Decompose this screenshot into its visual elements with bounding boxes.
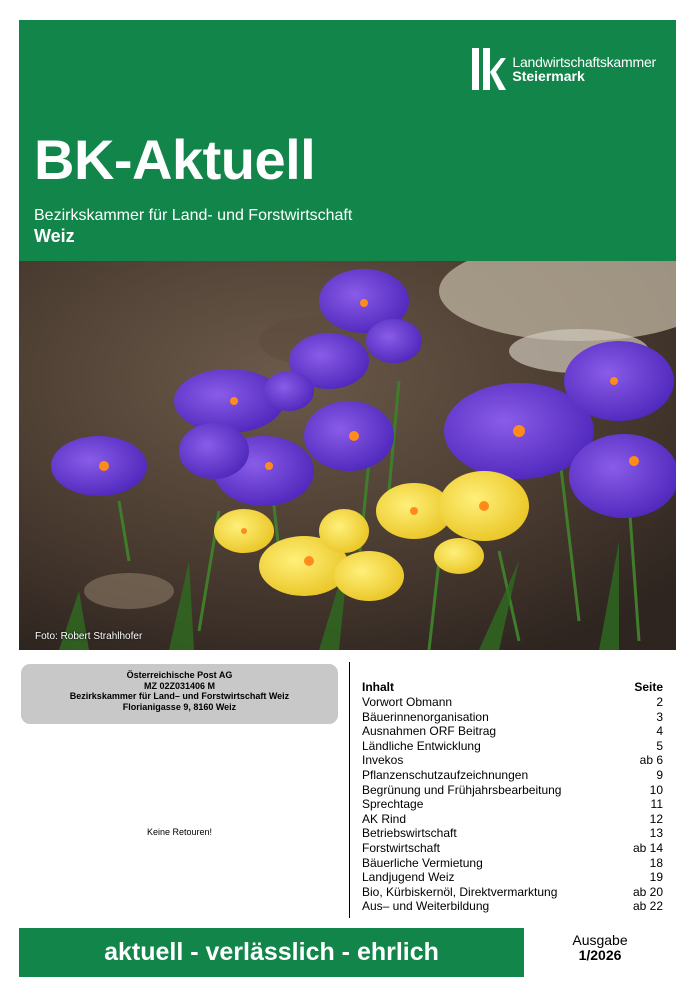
toc-entry-title: Aus– und Weiterbildung [362,899,490,914]
cover-photo [19,261,676,650]
toc-entry-page: 11 [650,797,663,812]
toc-entry-title: Begrünung und Frühjahrsbearbeitung [362,782,562,797]
toc-entry-title: Bäuerinnenorganisation [362,709,489,724]
toc-entry-page: 19 [649,870,663,885]
toc-entry-page: 9 [656,767,663,782]
toc-entry [362,724,663,739]
table-of-contents [362,680,663,914]
toc-entry [362,783,663,798]
toc-entry [362,899,663,914]
toc-list [362,695,663,914]
toc-entry-page: 18 [649,855,663,870]
toc-entry-title: Betriebswirtschaft [362,826,457,841]
toc-entry-page: ab 6 [639,753,663,768]
toc-entry-page: 2 [656,695,663,709]
lk-logo [470,48,656,90]
address-line: Bezirkskammer für Land– und Forstwirtschaft Weiz [69,691,290,701]
toc-entry-page: 3 [656,709,663,724]
toc-entry-title: Vorwort Obmann [362,695,453,709]
toc-entry [362,856,663,871]
logo-line-2: Steiermark [512,68,585,84]
toc-entry-page: 5 [656,738,663,753]
vertical-divider [349,662,350,918]
photo-credit: Foto: Robert Strahlhofer [35,631,143,642]
no-return-note: Keine Retouren! [146,827,213,837]
toc-entry [362,753,663,768]
toc-heading: Inhalt [362,680,394,694]
toc-entry-title: AK Rind [362,811,407,826]
toc-entry-title: Forstwirtschaft [362,840,441,855]
toc-entry [362,812,663,827]
toc-entry-page: 12 [649,811,663,826]
toc-entry [362,870,663,885]
toc-entry-page: 10 [649,782,663,797]
toc-entry [362,695,663,710]
lk-logo-text [512,55,656,83]
edition-value: 1/2026 [578,947,622,963]
toc-entry [362,710,663,725]
toc-entry-title: Pflanzenschutzaufzeichnungen [362,767,529,782]
cover-header [19,20,676,261]
toc-entry [362,739,663,754]
toc-entry-title: Bäuerliche Vermietung [362,855,483,870]
toc-header [362,680,663,695]
toc-entry-page: 4 [656,724,663,739]
address-line: Florianigasse 9, 8160 Weiz [122,701,237,712]
toc-entry-page: 13 [649,826,663,841]
edition-label: Ausgabe [572,932,628,948]
toc-entry-title: Bio, Kürbiskernöl, Direktvermarktung [362,884,558,899]
slogan-banner: aktuell - verlässlich - ehrlich [19,928,524,977]
toc-entry-title: Sprechtage [362,797,424,812]
publication-title: BK-Aktuell [34,128,316,191]
toc-entry [362,768,663,783]
toc-entry-title: Invekos [362,753,404,768]
toc-entry [362,826,663,841]
toc-entry-title: Landjugend Weiz [362,870,455,885]
crocus-photo-illustration [19,261,676,650]
toc-entry [362,885,663,900]
toc-entry [362,797,663,812]
toc-page-heading: Seite [634,680,663,694]
publication-subtitle: Bezirkskammer für Land- und Forstwirtschaft [34,207,353,224]
toc-entry-page: ab 20 [632,884,663,899]
toc-entry-page: ab 14 [632,840,663,855]
lk-logo-mark [470,48,506,90]
logo-line-1: Landwirtschaftskammer [512,54,656,70]
toc-entry-page: ab 22 [632,899,663,914]
address-line: Österreichische Post AG [126,670,233,680]
edition-info [545,933,655,963]
address-line: MZ 02Z031406 M [143,680,216,691]
postal-address-box [21,664,338,724]
toc-entry-title: Ländliche Entwicklung [362,738,481,753]
district-name: Weiz [34,226,75,246]
toc-entry-title: Ausnahmen ORF Beitrag [362,724,497,739]
toc-entry [362,841,663,856]
